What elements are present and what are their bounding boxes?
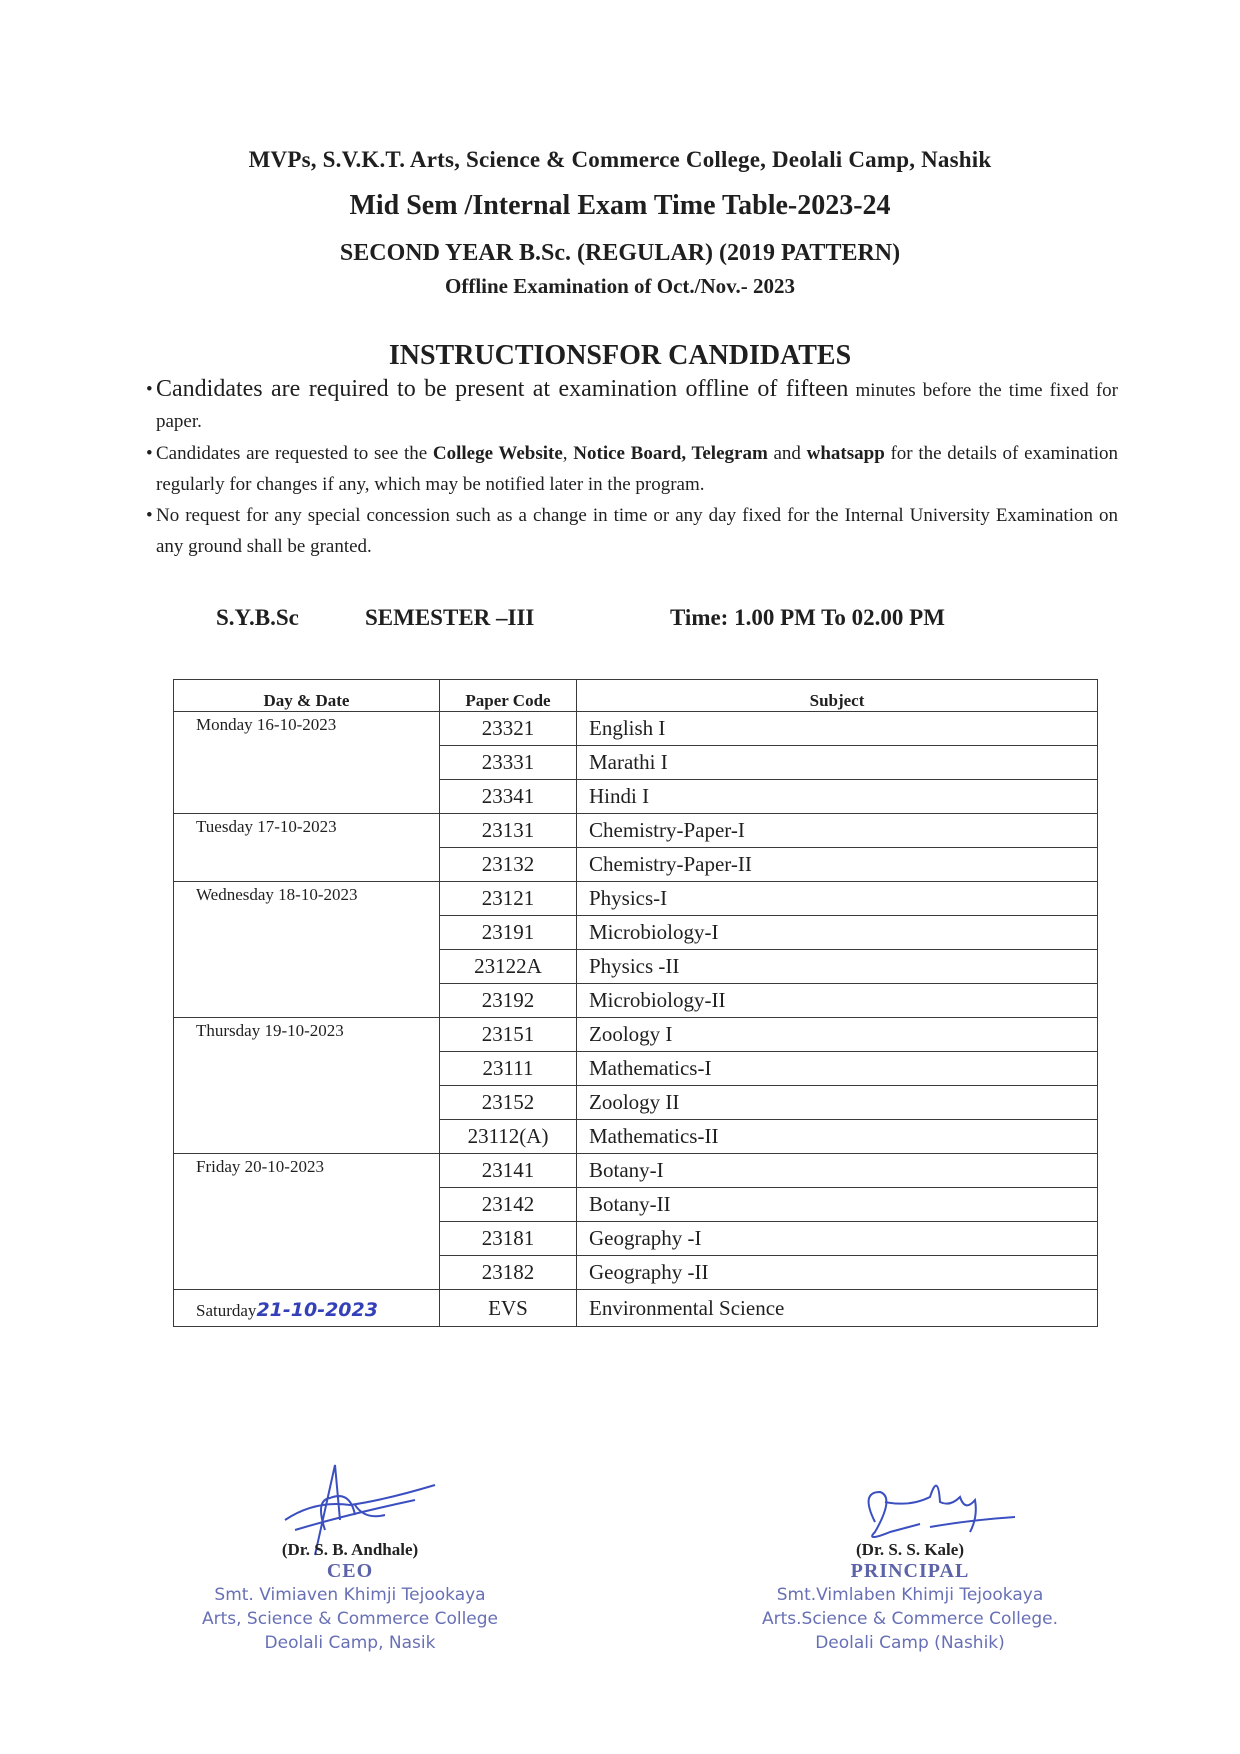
paper-code-cell: 23341 — [440, 780, 577, 814]
semester-label: SEMESTER –III — [365, 605, 535, 630]
day-date-text: Thursday 19-10-2023 — [196, 1021, 344, 1040]
signatory-role: PRINCIPAL — [850, 1560, 970, 1582]
subject-cell: Microbiology-II — [577, 984, 1098, 1018]
paper-code-cell: 23192 — [440, 984, 577, 1018]
course-name: SECOND YEAR B.Sc. (REGULAR) (2019 PATTERN) — [339, 240, 901, 266]
timetable — [173, 679, 1098, 1327]
signature-kale — [850, 1472, 1020, 1547]
day-date-text: Tuesday 17-10-2023 — [196, 817, 337, 836]
table-row — [174, 1018, 1098, 1052]
paper-code-cell: 23132 — [440, 848, 577, 882]
exam-session: Offline Examination of Oct./Nov.- 2023 — [445, 274, 795, 298]
table-row — [174, 712, 1098, 746]
subject-cell: English I — [577, 712, 1098, 746]
paper-code-cell: EVS — [440, 1290, 577, 1327]
paper-code-cell: 23151 — [440, 1018, 577, 1052]
instruction-text: for the details of examination regularly for changes if any, which may be notified later in the program. — [156, 443, 1119, 495]
paper-code-cell: 23191 — [440, 916, 577, 950]
stamp-line: Arts.Science & Commerce College. — [761, 1609, 1058, 1629]
paper-code-cell: 23142 — [440, 1188, 577, 1222]
subject-cell: Marathi I — [577, 746, 1098, 780]
subject-cell: Chemistry-Paper-II — [577, 848, 1098, 882]
instruction-item — [146, 438, 1118, 500]
subject-cell: Zoology I — [577, 1018, 1098, 1052]
document-title: Mid Sem /Internal Exam Time Table-2023-24 — [349, 190, 891, 221]
institution-name: MVPs, S.V.K.T. Arts, Science & Commerce College, Deolali Camp, Nashik — [248, 147, 992, 172]
stamp-line: Arts, Science & Commerce College — [201, 1609, 498, 1629]
table-row — [174, 1290, 1098, 1327]
paper-code-cell: 23131 — [440, 814, 577, 848]
day-date-cell — [174, 1290, 440, 1327]
day-date-text: Friday 20-10-2023 — [196, 1157, 324, 1176]
instruction-text: Candidates are required to be present at examination offline of fifteen — [156, 376, 849, 402]
day-date-cell — [174, 882, 440, 1018]
instruction-text-cont: minutes before the time fixed for paper. — [156, 380, 1119, 432]
subject-cell: Chemistry-Paper-I — [577, 814, 1098, 848]
header-subject: Subject — [577, 680, 1098, 712]
class-label: S.Y.B.Sc — [216, 605, 299, 630]
instruction-item — [146, 374, 1118, 437]
paper-code-cell: 23111 — [440, 1052, 577, 1086]
paper-code-cell: 23112(A) — [440, 1120, 577, 1154]
paper-code-cell: 23121 — [440, 882, 577, 916]
college-website-text: College Website — [432, 443, 563, 464]
day-date-cell — [174, 1018, 440, 1154]
subject-cell: Physics -II — [577, 950, 1098, 984]
day-date-cell — [174, 1154, 440, 1290]
bullet-icon: • — [146, 379, 153, 400]
subject-cell: Botany-I — [577, 1154, 1098, 1188]
header-day-date: Day & Date — [174, 680, 440, 712]
table-row — [174, 882, 1098, 916]
subject-cell: Mathematics-II — [577, 1120, 1098, 1154]
subject-cell: Microbiology-I — [577, 916, 1098, 950]
paper-code-cell: 23181 — [440, 1222, 577, 1256]
paper-code-cell: 23321 — [440, 712, 577, 746]
signatory-name: (Dr. S. S. Kale) — [856, 1540, 964, 1559]
day-date-text: Monday 16-10-2023 — [196, 715, 337, 734]
signature-block-ceo — [180, 1540, 520, 1655]
signatory-role: CEO — [326, 1560, 374, 1582]
table-row — [174, 814, 1098, 848]
table-body — [174, 712, 1098, 1327]
handwritten-date: 21-10-2023 — [256, 1298, 378, 1321]
table-row — [174, 1154, 1098, 1188]
subject-cell: Geography -I — [577, 1222, 1098, 1256]
instruction-item — [146, 500, 1118, 562]
notice-board-telegram-text: Notice Board, Telegram — [573, 443, 768, 464]
bullet-icon: • — [146, 443, 153, 464]
subject-cell: Geography -II — [577, 1256, 1098, 1290]
subject-cell: Botany-II — [577, 1188, 1098, 1222]
stamp-line: Deolali Camp, Nasik — [264, 1633, 436, 1653]
day-date-text: Saturday — [196, 1300, 257, 1320]
instruction-text: Candidates are requested to see the — [156, 443, 433, 464]
stamp-line: Deolali Camp (Nashik) — [815, 1633, 1005, 1653]
day-date-text: Wednesday 18-10-2023 — [196, 885, 358, 904]
paper-code-cell: 23152 — [440, 1086, 577, 1120]
bullet-icon: • — [146, 505, 153, 526]
table-header-row — [174, 680, 1098, 712]
instruction-text: , — [562, 443, 574, 464]
subject-cell: Zoology II — [577, 1086, 1098, 1120]
header-paper-code: Paper Code — [440, 680, 577, 712]
instruction-text: and — [767, 443, 807, 464]
day-date-cell — [174, 814, 440, 882]
instructions-heading: INSTRUCTIONSFOR CANDIDATES — [388, 340, 852, 371]
instruction-text: No request for any special concession such as a change in time or any day fixed for the Internal University Examination on any ground shall be granted. — [156, 505, 1118, 557]
paper-code-cell: 23182 — [440, 1256, 577, 1290]
stamp-line: Smt. Vimiaven Khimji Tejookaya — [214, 1585, 486, 1605]
whatsapp-text: whatsapp — [806, 443, 885, 464]
signatory-name: (Dr. S. B. Andhale) — [281, 1540, 419, 1559]
signature-block-principal — [730, 1540, 1090, 1655]
paper-code-cell: 23141 — [440, 1154, 577, 1188]
stamp-line: Smt.Vimlaben Khimji Tejookaya — [776, 1585, 1044, 1605]
subject-cell: Physics-I — [577, 882, 1098, 916]
subject-cell: Hindi I — [577, 780, 1098, 814]
day-date-cell — [174, 712, 440, 814]
paper-code-cell: 23122A — [440, 950, 577, 984]
exam-time: Time: 1.00 PM To 02.00 PM — [670, 605, 945, 630]
paper-code-cell: 23331 — [440, 746, 577, 780]
subject-cell: Environmental Science — [577, 1290, 1098, 1327]
subject-cell: Mathematics-I — [577, 1052, 1098, 1086]
